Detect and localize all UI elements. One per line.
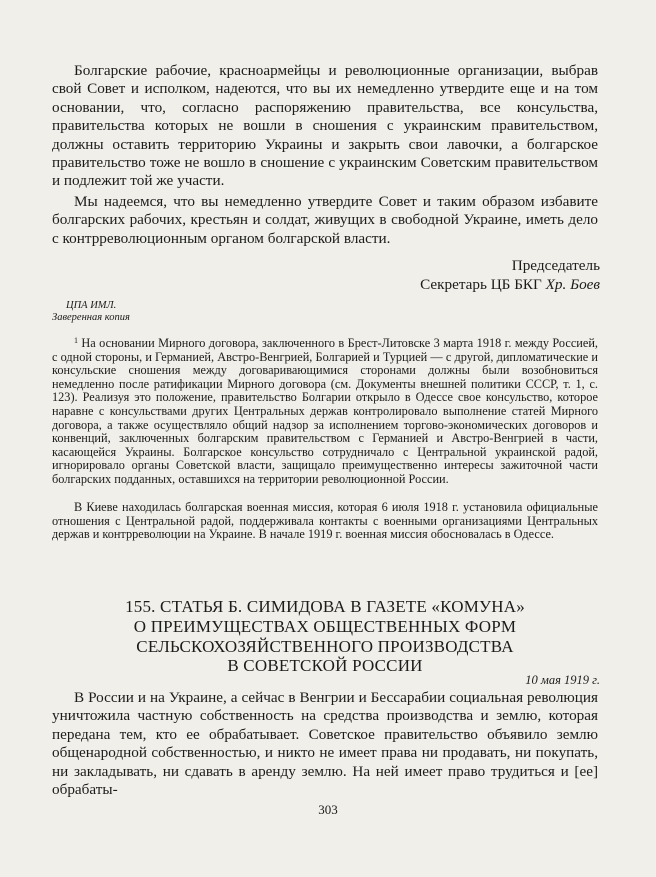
- heading-line: В СОВЕТСКОЙ РОССИИ: [227, 656, 423, 676]
- document-date: 10 мая 1919 г.: [525, 673, 600, 687]
- footnote-continuation: В Киеве находилась болгарская военная миссия, которая 6 июля 1918 г. установила официальные отношения с Центральной радой, поддерживала контакты с военными организациями Центральных держав и контрреволюции на Украине. В начале 1919 г. военная миссия обосновалась в Одессе.: [52, 500, 598, 542]
- footnote-text: На основании Мирного договора, заключенного в Брест-Литовске 3 марта 1918 г. между Россией, с одной стороны, и Германией, Австро-Венгрией, Болгарией и Турцией — с другой, дипломатические и консульские сношения между договаривающимися сторонами должны были возобновиться немедленно после ратификации Мирного договора (см. Документы внешней политики СССР, т. 1, с. 123). Реализуя это положение, правительство Болгарии открыло в Одессе свое консульство, которое наравне с консульствами других Центральных держав контролировало выполнение статей Мирного договора, а также осуществляло общий надзор за исполнением торгово-экономических договоров и конвенций, заключенных болгарским правительством с Германией и Австро-Венгрией в части, касающейся Украины. Болгарское консульство сотрудничало с Центральной украинской радой, игнорировало органы Советской власти, защищало преимущественно интересы зажиточной части болгарских подданных, оставшихся на территории революционной России.: [52, 336, 598, 486]
- heading-line: СЕЛЬСКОХОЗЯЙСТВЕННОГО ПРОИЗВОДСТВА: [136, 636, 514, 656]
- signature-chairman: Председатель: [511, 257, 600, 274]
- body-paragraph: Мы надеемся, что вы немедленно утвердите Совет и таким образом избавите болгарских рабочих, крестьян и солдат, живущих в свободной Украине, иметь дело с контрреволюционным органом болгарской власти.: [52, 193, 598, 247]
- archive-source: ЦПА ИМЛ.: [66, 300, 117, 311]
- footnote: [52, 334, 598, 487]
- article-paragraph: В России и на Украине, а сейчас в Венгрии и Бессарабии социальная революция уничтожила частную собственность на средства производства и землю, которая передана тем, кто ее обрабатывает. Советское правительство объявило землю общенародной собственностью, и никто не имеет права ни продавать, ни покупать, ни закладывать, ни сдавать в аренду землю. На ней имеет право трудиться и [ее] обрабаты-: [52, 689, 598, 799]
- footnote-marker: 1: [74, 336, 78, 345]
- secretary-title: Секретарь ЦБ БКГ: [420, 276, 546, 293]
- copy-note: Заверенная копия: [52, 312, 130, 323]
- signature-secretary: [420, 276, 600, 294]
- heading-line: О ПРЕИМУЩЕСТВАХ ОБЩЕСТВЕННЫХ ФОРМ: [133, 616, 517, 636]
- document-heading: [52, 597, 598, 676]
- page-number: 303: [318, 802, 338, 817]
- heading-line: 155. СТАТЬЯ Б. СИМИДОВА В ГАЗЕТЕ «КОМУНА»: [125, 597, 525, 616]
- secretary-name: Хр. Боев: [545, 276, 600, 293]
- body-paragraph: Болгарские рабочие, красноармейцы и революционные организации, выбрав свой Совет и исполком, надеются, что вы их немедленно утвердите еще и на том основании, что, согласно распоряжению правительства, все консульства, правительства которых не вошли в сношения с украинским правительством, должны оставить территорию Украины и закрыть свои лавочки, а болгарское правительство тоже не вошло в сношение с украинским Советским правительством и подлежит той же участи.: [52, 62, 598, 190]
